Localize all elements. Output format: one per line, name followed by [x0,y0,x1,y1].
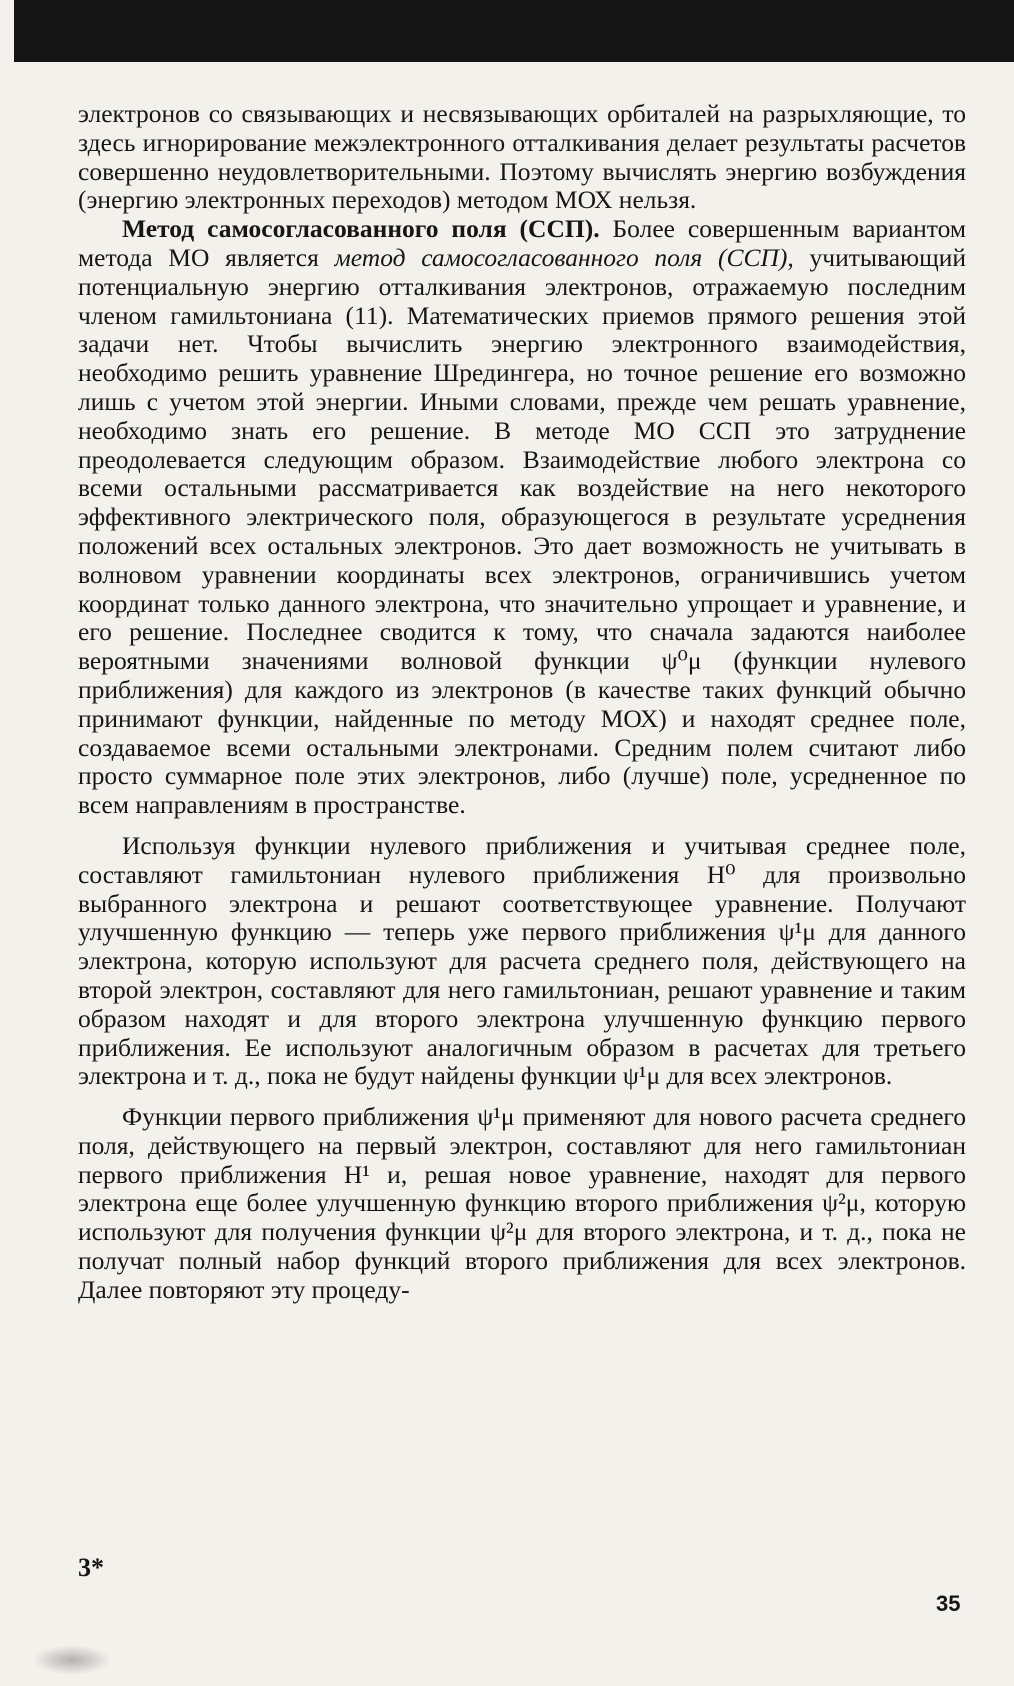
defined-term: метод самосогласованного поля (ССП), [334,242,794,272]
page-body [78,100,966,1305]
paragraph-4 [78,1103,966,1305]
paragraph-1-text: электронов со связывающих и несвязывающих орбиталей на разрыхляющие, то здесь игнорирование межэлектронного отталкивания делает результаты расчетов совершенно неудовлетворительными. Поэтому вычислять энергию возбуждения (энергию электронных переходов) методом МОХ нельзя. [78,99,966,215]
paragraph-4-text: Функции первого приближения ψ¹μ применяют для нового расчета среднего поля, действующего на первый электрон, составляют для него гамильтониан первого приближения H¹ и, решая новое уравнение, находят для первого электрона еще более улучшенную функцию второго приближения ψ²μ, которую используют для получения функции ψ²μ для второго электрона, и т. д., пока не получат полный набор функций второго приближения для всех электронов. Далее повторяют эту процеду- [78,1102,966,1304]
section-heading: Метод самосогласованного поля (ССП). [122,214,600,244]
scan-top-edge [14,0,1014,62]
page-number: 35 [936,1591,961,1616]
paragraph-2-text-a: Более совершенным вариантом метода МО является [78,214,966,272]
signature-mark: 3* [78,1553,104,1582]
paragraph-2-text-b: учитывающий потенциальную энергию отталкивания электронов, отражаемую последним членом гамильтониана (11). Математических приемов прямого решения этой задачи нет. Чтобы вычислить энергию электронного взаимодействия, необходимо решить уравнение Шредингера, но точное решение его возможно лишь с учетом этой энергии. Иными словами, прежде чем решать уравнение, необходимо знать его решение. В методе МО ССП это затруднение преодолевается следующим образом. Взаимодействие любого электрона со всеми остальными рассматривается как воздействие на него некоторого эффективного электрического поля, образующегося в результате усреднения положений всех остальных электронов. Это дает возможность не учитывать в волновом уравнении координаты всех электронов, ограничившись учетом координат только данного электрона, что значительно упрощает и уравнение, и его решение. Последнее сводится к тому, что сначала задаются наиболее вероятными значениями волновой функции ψ⁰μ (функции нулевого приближения) для каждого из электронов (в качестве таких функций обычно принимают функции, найденные по методу МОХ) и находят среднее поле, создаваемое всеми остальными электронами. Средним полем считают либо просто суммарное поле этих электронов, либо (лучше) поле, усредненное по всем направлениям в пространстве. [78,242,966,820]
paragraph-3 [78,832,966,1091]
scan-smudge [32,1645,112,1675]
paragraph-1 [78,100,966,215]
paragraph-3-text: Используя функции нулевого приближения и учитывая среднее поле, составляют гамильтониан нулевого приближения H⁰ для произвольно выбранного электрона и решают соответствующее уравнение. Получают улучшенную функцию — теперь уже первого приближения ψ¹μ для данного электрона, которую используют для расчета среднего поля, действующего на второй электрон, составляют для него гамильтониан, решают уравнение и таким образом находят и для второго электрона улучшенную функцию первого приближения. Ее используют аналогичным образом в расчетах для третьего электрона и т. д., пока не будут найдены функции ψ¹μ для всех электронов. [78,830,966,1091]
paragraph-2 [78,215,966,820]
